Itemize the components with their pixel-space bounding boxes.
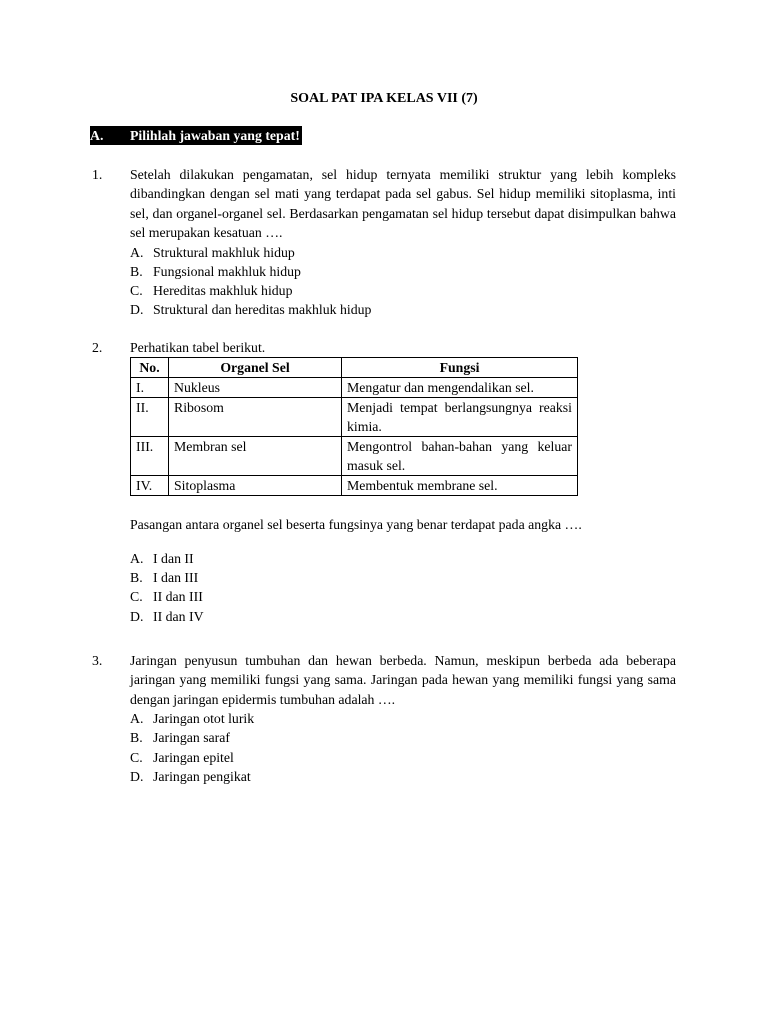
table-header-row [131,358,578,378]
table-row [131,437,578,476]
column-header-organel: Organel Sel [169,358,342,378]
section-heading [90,126,302,145]
option-a [130,709,676,728]
question-1 [92,165,676,319]
option-b [130,568,676,587]
option-text: II dan III [153,589,203,605]
question-number: 1. [92,167,103,182]
option-a [130,549,676,568]
option-b [130,728,676,747]
question-prompt: Pasangan antara organel sel beserta fungsinya yang benar terdapat pada angka …. [130,517,582,532]
option-text: Jaringan saraf [153,730,230,746]
option-list [130,243,676,320]
option-letter: C. [130,283,143,299]
option-c [130,748,676,767]
table-cell-organel: Membran sel [169,437,342,476]
section-letter: A. [90,128,104,143]
table-cell-no: IV. [131,476,169,496]
table-cell-organel: Nukleus [169,378,342,398]
table-cell-no: III. [131,437,169,476]
question-stem: Setelah dilakukan pengamatan, sel hidup ternyata memiliki struktur yang lebih kompleks dibandingkan dengan sel mati yang terdapat pada sel gabus. Sel hidup memiliki sitoplasma, inti sel, dan organel-organel sel. Berdasarkan pengamatan sel hidup tersebut dapat disimpulkan bahwa sel merupakan kesatuan …. [130,167,676,241]
table-cell-fungsi: Menjadi tempat berlangsungnya reaksi kimia. [342,398,578,437]
table-row [131,398,578,437]
question-stem: Perhatikan tabel berikut. [130,340,266,355]
table-cell-fungsi: Mengatur dan mengendalikan sel. [342,378,578,398]
section-instruction: Pilihlah jawaban yang tepat! [130,128,300,143]
option-b [130,262,676,281]
question-number: 3. [92,653,103,668]
option-d [130,300,676,319]
page-title: SOAL PAT IPA KELAS VII (7) [290,91,478,106]
option-letter: A. [130,551,144,566]
option-a [130,243,676,262]
option-letter: A. [130,711,144,727]
option-text: Jaringan otot lurik [153,711,255,727]
column-header-no: No. [131,358,169,378]
option-letter: D. [130,768,144,784]
option-text: Hereditas makhluk hidup [153,283,293,299]
organelle-table [130,357,578,496]
option-text: Jaringan pengikat [153,768,251,784]
table-row [131,476,578,496]
table-row [131,378,578,398]
option-letter: D. [130,608,144,624]
question-2 [92,338,676,626]
option-letter: B. [130,730,143,746]
option-letter: B. [130,263,143,279]
option-text: Jaringan epitel [153,749,234,765]
question-3 [92,651,676,786]
table-cell-no: II. [131,398,169,437]
option-text: I dan III [153,570,199,586]
table-cell-fungsi: Membentuk membrane sel. [342,476,578,496]
option-c [130,587,676,606]
column-header-fungsi: Fungsi [342,358,578,378]
option-letter: C. [130,749,143,765]
option-letter: B. [130,570,143,586]
question-number: 2. [92,340,103,355]
option-list [130,709,676,786]
option-d [130,767,676,786]
option-letter: C. [130,589,143,605]
option-d [130,607,676,626]
option-c [130,281,676,300]
option-text: Struktural makhluk hidup [153,244,295,260]
option-list [130,549,676,626]
table-cell-organel: Sitoplasma [169,476,342,496]
option-letter: A. [130,244,144,260]
option-text: Fungsional makhluk hidup [153,263,301,279]
option-text: II dan IV [153,608,204,624]
option-letter: D. [130,302,144,318]
option-text: I dan II [153,551,194,566]
table-cell-no: I. [131,378,169,398]
option-text: Struktural dan hereditas makhluk hidup [153,302,372,318]
table-cell-fungsi: Mengontrol bahan-bahan yang keluar masuk sel. [342,437,578,476]
table-cell-organel: Ribosom [169,398,342,437]
question-stem: Jaringan penyusun tumbuhan dan hewan berbeda. Namun, meskipun berbeda ada beberapa jaringan yang memiliki fungsi yang sama. Jaringan pada hewan yang memiliki fungsi yang sama dengan jaringan epidermis tumbuhan adalah …. [130,653,676,707]
